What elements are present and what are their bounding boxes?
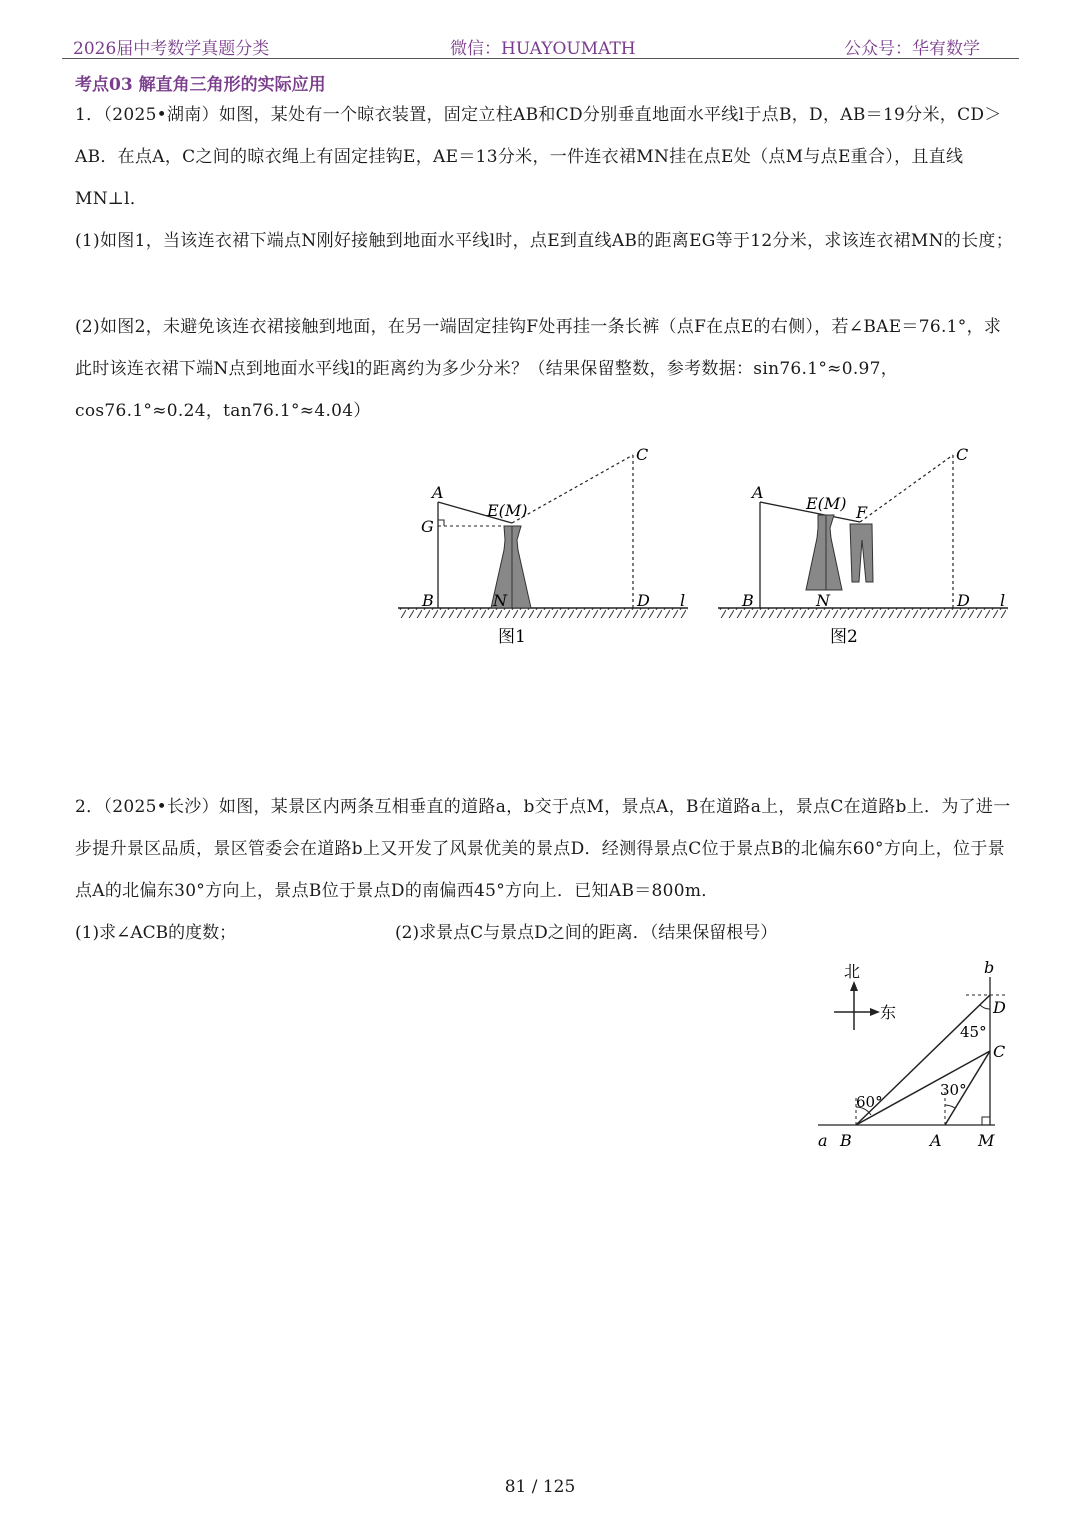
label-b-road: b (984, 958, 995, 977)
label-a: A (752, 483, 764, 502)
figure2-caption: 图2 (830, 627, 858, 647)
label-c: C (993, 1042, 1006, 1061)
problem2-question1: (1)求∠ACB的度数； (75, 923, 237, 943)
label-l: l (1000, 591, 1006, 610)
figure1-caption: 图1 (498, 627, 526, 647)
dress-shape (806, 515, 842, 590)
label-b-point: B (840, 1131, 852, 1150)
label-angle-30: 30° (940, 1081, 967, 1099)
label-d: D (637, 591, 650, 610)
label-em: E(M) (806, 494, 847, 513)
arc-45 (980, 1005, 990, 1009)
arc-30 (945, 1105, 955, 1108)
problem1-figure2 (710, 440, 1020, 655)
label-north: 北 (844, 962, 861, 981)
section-title: 考点03 解直角三角形的实际应用 (75, 75, 326, 95)
label-n: N (816, 591, 830, 610)
label-d: D (993, 998, 1006, 1017)
right-angle-m (982, 1117, 990, 1125)
label-east: 东 (880, 1003, 897, 1022)
problem2-question2: (2)求景点C与景点D之间的距离．（结果保留根号） (395, 923, 778, 943)
label-c: C (636, 445, 649, 464)
label-l: l (680, 591, 686, 610)
problem1-question1: (1)如图1，当该连衣裙下端点N刚好接触到地面水平线l时，点E到直线AB的距离EG等于12分米，求该连衣裙MN的长度； (75, 231, 1013, 251)
problem2-figure (810, 955, 1020, 1155)
header-account: 公众号：华宥数学 (844, 39, 980, 59)
problem1-figure1 (390, 440, 700, 655)
label-m: M (978, 1131, 995, 1150)
label-f: F (856, 503, 868, 522)
problem1-question2: (2)如图2，未避免该连衣裙接触到地面，在另一端固定挂钩F处再挂一条长裤（点F在点E的右侧），若∠BAE＝76.1°，求此时该连衣裙下端N点到地面水平线l的距离约为多少分米？（结果保留整数，参考数据：sin76.1°≈0.97，cos76.1°≈0.24，tan76.1°≈4.04） (75, 317, 1002, 421)
header-divider (62, 58, 1019, 59)
trousers-shape (850, 524, 873, 582)
label-a: A (432, 483, 444, 502)
label-n: N (493, 591, 507, 610)
label-em: E(M) (487, 501, 528, 520)
label-angle-45: 45° (960, 1023, 987, 1041)
line-bc (856, 1051, 990, 1125)
label-g: G (421, 517, 434, 536)
north-arrow-icon (850, 981, 858, 991)
rope-ec (512, 455, 633, 523)
label-d: D (957, 591, 970, 610)
header-wechat: 微信：HUAYOUMATH (450, 39, 636, 59)
rope-fc (860, 455, 953, 522)
problem2-intro: 2．（2025•长沙）如图，某景区内两条互相垂直的道路a，b交于点M，景点A，B在道路a上，景点C在道路b上．为了进一步提升景区品质，景区管委会在道路b上又开发了风景优美的景点D．经测得景点C位于景点B的北偏东60°方向上，位于景点A的北偏东30°方向上，景点B位于景点D的南偏西45°方向上．已知AB＝800m． (75, 797, 1011, 901)
right-angle-mark (438, 520, 444, 526)
header-left: 2026届中考数学真题分类 (73, 39, 270, 59)
label-b: B (742, 591, 754, 610)
problem1-intro: 1．（2025•湖南）如图，某处有一个晾衣装置，固定立柱AB和CD分别垂直地面水平线l于点B，D，AB＝19分米，CD＞AB．在点A，C之间的晾衣绳上有固定挂钩E，AE＝13分米，一件连衣裙MN挂在点E处（点M与点E重合），且直线MN⊥l． (75, 105, 1002, 209)
page-number: 81 / 125 (504, 1477, 576, 1497)
label-b: B (422, 591, 434, 610)
label-c: C (956, 445, 969, 464)
east-arrow-icon (870, 1008, 880, 1016)
label-a-road: a (818, 1131, 828, 1150)
label-angle-60: 60° (856, 1093, 883, 1111)
label-a-point: A (930, 1131, 942, 1150)
